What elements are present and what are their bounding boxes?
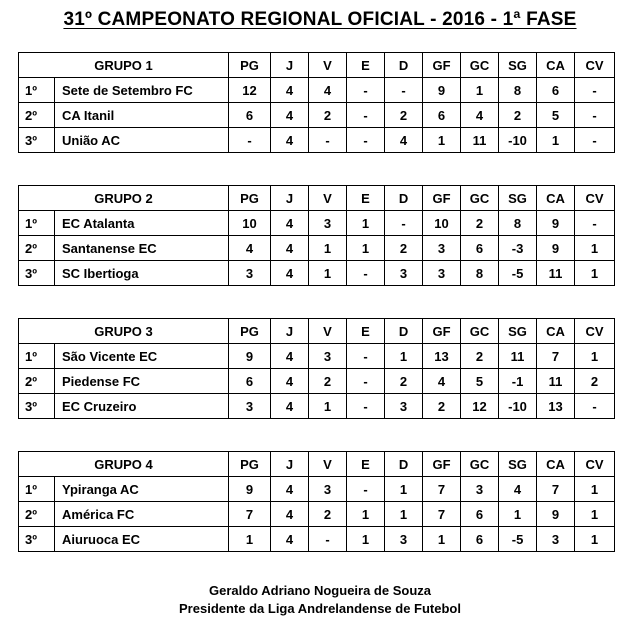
group-name: GRUPO 4 bbox=[19, 452, 229, 477]
page-title bbox=[0, 9, 640, 31]
column-header: SG bbox=[499, 452, 537, 477]
stat-cell: 2 bbox=[385, 369, 423, 394]
column-header: PG bbox=[229, 452, 271, 477]
stat-cell: 4 bbox=[309, 78, 347, 103]
stat-cell: 1 bbox=[575, 502, 615, 527]
column-header: CV bbox=[575, 452, 615, 477]
column-header: GF bbox=[423, 186, 461, 211]
stat-cell: 2 bbox=[309, 369, 347, 394]
stat-cell: 7 bbox=[537, 344, 575, 369]
signature-name: Geraldo Adriano Nogueira de Souza bbox=[209, 583, 431, 598]
table-row bbox=[19, 128, 615, 153]
stat-cell: 1 bbox=[309, 236, 347, 261]
stat-cell: 12 bbox=[229, 78, 271, 103]
stat-cell: 9 bbox=[423, 78, 461, 103]
team-name-cell: Santanense EC bbox=[55, 236, 229, 261]
stat-cell: - bbox=[347, 128, 385, 153]
stat-cell: -5 bbox=[499, 527, 537, 552]
stat-cell: - bbox=[347, 261, 385, 286]
team-name-cell: Piedense FC bbox=[55, 369, 229, 394]
position-cell: 3º bbox=[19, 261, 55, 286]
standings-table bbox=[18, 451, 615, 552]
stat-cell: 3 bbox=[385, 261, 423, 286]
position-cell: 1º bbox=[19, 344, 55, 369]
stat-cell: 7 bbox=[537, 477, 575, 502]
column-header: E bbox=[347, 452, 385, 477]
stat-cell: 2 bbox=[309, 103, 347, 128]
position-cell: 1º bbox=[19, 477, 55, 502]
column-header: J bbox=[271, 53, 309, 78]
stat-cell: 4 bbox=[271, 78, 309, 103]
stat-cell: 9 bbox=[229, 344, 271, 369]
stat-cell: 4 bbox=[271, 128, 309, 153]
stat-cell: 3 bbox=[385, 394, 423, 419]
stat-cell: - bbox=[347, 78, 385, 103]
standings-table bbox=[18, 318, 615, 419]
stat-cell: - bbox=[347, 369, 385, 394]
column-header: GF bbox=[423, 319, 461, 344]
stat-cell: 1 bbox=[575, 261, 615, 286]
stat-cell: 3 bbox=[461, 477, 499, 502]
stat-cell: 1 bbox=[575, 477, 615, 502]
column-header: J bbox=[271, 186, 309, 211]
stat-cell: 4 bbox=[271, 527, 309, 552]
stat-cell: 1 bbox=[537, 128, 575, 153]
stat-cell: 3 bbox=[423, 236, 461, 261]
standings-table bbox=[18, 52, 615, 153]
table-row bbox=[19, 103, 615, 128]
stat-cell: 11 bbox=[537, 261, 575, 286]
stat-cell: 8 bbox=[499, 78, 537, 103]
stat-cell: 5 bbox=[537, 103, 575, 128]
stat-cell: 4 bbox=[229, 236, 271, 261]
stat-cell: 1 bbox=[423, 128, 461, 153]
stat-cell: 5 bbox=[461, 369, 499, 394]
stat-cell: 6 bbox=[461, 236, 499, 261]
stat-cell: 3 bbox=[229, 261, 271, 286]
team-name-cell: EC Atalanta bbox=[55, 211, 229, 236]
stat-cell: 1 bbox=[575, 344, 615, 369]
table-header-row bbox=[19, 186, 615, 211]
position-cell: 3º bbox=[19, 527, 55, 552]
stat-cell: - bbox=[575, 103, 615, 128]
stat-cell: 4 bbox=[423, 369, 461, 394]
column-header: CV bbox=[575, 319, 615, 344]
table-row bbox=[19, 344, 615, 369]
stat-cell: 11 bbox=[461, 128, 499, 153]
column-header: E bbox=[347, 53, 385, 78]
stat-cell: 4 bbox=[271, 394, 309, 419]
stat-cell: 1 bbox=[347, 211, 385, 236]
stat-cell: -10 bbox=[499, 128, 537, 153]
stat-cell: 4 bbox=[461, 103, 499, 128]
team-name-cell: Sete de Setembro FC bbox=[55, 78, 229, 103]
position-cell: 1º bbox=[19, 78, 55, 103]
column-header: GC bbox=[461, 186, 499, 211]
stat-cell: 4 bbox=[271, 236, 309, 261]
stat-cell: 4 bbox=[271, 369, 309, 394]
stat-cell: 1 bbox=[347, 236, 385, 261]
group-name: GRUPO 2 bbox=[19, 186, 229, 211]
stat-cell: 13 bbox=[423, 344, 461, 369]
team-name-cell: EC Cruzeiro bbox=[55, 394, 229, 419]
stat-cell: - bbox=[229, 128, 271, 153]
team-name-cell: SC Ibertioga bbox=[55, 261, 229, 286]
column-header: V bbox=[309, 186, 347, 211]
stat-cell: 3 bbox=[309, 211, 347, 236]
column-header: CA bbox=[537, 53, 575, 78]
stat-cell: 4 bbox=[271, 261, 309, 286]
column-header: D bbox=[385, 53, 423, 78]
stat-cell: 2 bbox=[385, 103, 423, 128]
table-row bbox=[19, 261, 615, 286]
stat-cell: - bbox=[575, 78, 615, 103]
stat-cell: - bbox=[575, 211, 615, 236]
stat-cell: 1 bbox=[461, 78, 499, 103]
standings-table bbox=[18, 185, 615, 286]
stat-cell: -10 bbox=[499, 394, 537, 419]
column-header: V bbox=[309, 319, 347, 344]
stat-cell: 9 bbox=[537, 502, 575, 527]
stat-cell: 1 bbox=[575, 236, 615, 261]
team-name-cell: União AC bbox=[55, 128, 229, 153]
stat-cell: 4 bbox=[385, 128, 423, 153]
column-header: CV bbox=[575, 53, 615, 78]
stat-cell: 6 bbox=[537, 78, 575, 103]
table-row bbox=[19, 78, 615, 103]
column-header: D bbox=[385, 319, 423, 344]
stat-cell: 4 bbox=[499, 477, 537, 502]
stat-cell: 3 bbox=[385, 527, 423, 552]
stat-cell: 9 bbox=[229, 477, 271, 502]
position-cell: 1º bbox=[19, 211, 55, 236]
column-header: D bbox=[385, 186, 423, 211]
group-table-1 bbox=[18, 52, 615, 153]
stat-cell: - bbox=[347, 477, 385, 502]
group-table-3 bbox=[18, 318, 615, 419]
column-header: V bbox=[309, 53, 347, 78]
position-cell: 2º bbox=[19, 103, 55, 128]
column-header: J bbox=[271, 319, 309, 344]
stat-cell: 3 bbox=[537, 527, 575, 552]
stat-cell: 6 bbox=[423, 103, 461, 128]
stat-cell: 4 bbox=[271, 502, 309, 527]
stat-cell: 1 bbox=[575, 527, 615, 552]
stat-cell: 8 bbox=[499, 211, 537, 236]
stat-cell: 3 bbox=[309, 477, 347, 502]
column-header: GF bbox=[423, 53, 461, 78]
position-cell: 3º bbox=[19, 128, 55, 153]
group-name: GRUPO 1 bbox=[19, 53, 229, 78]
position-cell: 3º bbox=[19, 394, 55, 419]
stat-cell: 7 bbox=[423, 477, 461, 502]
stat-cell: 1 bbox=[347, 527, 385, 552]
stat-cell: 6 bbox=[229, 103, 271, 128]
column-header: SG bbox=[499, 186, 537, 211]
column-header: GF bbox=[423, 452, 461, 477]
table-row bbox=[19, 477, 615, 502]
column-header: CA bbox=[537, 452, 575, 477]
stat-cell: 2 bbox=[461, 344, 499, 369]
table-row bbox=[19, 211, 615, 236]
stat-cell: 1 bbox=[385, 502, 423, 527]
column-header: PG bbox=[229, 186, 271, 211]
column-header: PG bbox=[229, 319, 271, 344]
stat-cell: 6 bbox=[461, 527, 499, 552]
stat-cell: 1 bbox=[499, 502, 537, 527]
group-name: GRUPO 3 bbox=[19, 319, 229, 344]
stat-cell: - bbox=[347, 394, 385, 419]
team-name-cell: Aiuruoca EC bbox=[55, 527, 229, 552]
column-header: D bbox=[385, 452, 423, 477]
stat-cell: 9 bbox=[537, 211, 575, 236]
stat-cell: 7 bbox=[423, 502, 461, 527]
stat-cell: 1 bbox=[229, 527, 271, 552]
signature-role: Presidente da Liga Andrelandense de Futebol bbox=[179, 601, 461, 616]
stat-cell: 10 bbox=[229, 211, 271, 236]
stat-cell: 3 bbox=[309, 344, 347, 369]
stat-cell: - bbox=[347, 344, 385, 369]
stat-cell: 3 bbox=[423, 261, 461, 286]
stat-cell: 1 bbox=[385, 344, 423, 369]
table-row bbox=[19, 369, 615, 394]
stat-cell: 13 bbox=[537, 394, 575, 419]
column-header: GC bbox=[461, 452, 499, 477]
table-header-row bbox=[19, 319, 615, 344]
stat-cell: 2 bbox=[309, 502, 347, 527]
stat-cell: -3 bbox=[499, 236, 537, 261]
stat-cell: - bbox=[385, 78, 423, 103]
column-header: PG bbox=[229, 53, 271, 78]
team-name-cell: CA Itanil bbox=[55, 103, 229, 128]
stat-cell: 1 bbox=[347, 502, 385, 527]
stat-cell: 4 bbox=[271, 103, 309, 128]
table-row bbox=[19, 502, 615, 527]
table-row bbox=[19, 527, 615, 552]
team-name-cell: São Vicente EC bbox=[55, 344, 229, 369]
stat-cell: 2 bbox=[575, 369, 615, 394]
team-name-cell: Ypiranga AC bbox=[55, 477, 229, 502]
column-header: SG bbox=[499, 319, 537, 344]
column-header: GC bbox=[461, 319, 499, 344]
position-cell: 2º bbox=[19, 369, 55, 394]
stat-cell: 2 bbox=[461, 211, 499, 236]
stat-cell: 1 bbox=[309, 261, 347, 286]
stat-cell: 8 bbox=[461, 261, 499, 286]
stat-cell: - bbox=[309, 527, 347, 552]
stat-cell: 2 bbox=[385, 236, 423, 261]
team-name-cell: América FC bbox=[55, 502, 229, 527]
group-table-4 bbox=[18, 451, 615, 552]
stat-cell: 10 bbox=[423, 211, 461, 236]
column-header: E bbox=[347, 319, 385, 344]
column-header: CA bbox=[537, 319, 575, 344]
stat-cell: 4 bbox=[271, 477, 309, 502]
position-cell: 2º bbox=[19, 236, 55, 261]
group-table-2 bbox=[18, 185, 615, 286]
stat-cell: - bbox=[347, 103, 385, 128]
column-header: E bbox=[347, 186, 385, 211]
stat-cell: 1 bbox=[385, 477, 423, 502]
position-cell: 2º bbox=[19, 502, 55, 527]
table-header-row bbox=[19, 452, 615, 477]
column-header: V bbox=[309, 452, 347, 477]
stat-cell: 7 bbox=[229, 502, 271, 527]
stat-cell: 4 bbox=[271, 211, 309, 236]
column-header: CV bbox=[575, 186, 615, 211]
title-text: 31º CAMPEONATO REGIONAL OFICIAL - 2016 - 1ª FASE bbox=[63, 9, 577, 30]
column-header: GC bbox=[461, 53, 499, 78]
stat-cell: 2 bbox=[499, 103, 537, 128]
stat-cell: 6 bbox=[229, 369, 271, 394]
stat-cell: - bbox=[575, 394, 615, 419]
stat-cell: - bbox=[385, 211, 423, 236]
stat-cell: 12 bbox=[461, 394, 499, 419]
table-row bbox=[19, 236, 615, 261]
column-header: SG bbox=[499, 53, 537, 78]
stat-cell: 4 bbox=[271, 344, 309, 369]
stat-cell: -5 bbox=[499, 261, 537, 286]
stat-cell: - bbox=[309, 128, 347, 153]
stat-cell: 2 bbox=[423, 394, 461, 419]
stat-cell: 11 bbox=[537, 369, 575, 394]
stat-cell: 3 bbox=[229, 394, 271, 419]
table-row bbox=[19, 394, 615, 419]
stat-cell: 1 bbox=[423, 527, 461, 552]
column-header: J bbox=[271, 452, 309, 477]
stat-cell: -1 bbox=[499, 369, 537, 394]
column-header: CA bbox=[537, 186, 575, 211]
stat-cell: 9 bbox=[537, 236, 575, 261]
stat-cell: 6 bbox=[461, 502, 499, 527]
table-header-row bbox=[19, 53, 615, 78]
stat-cell: - bbox=[575, 128, 615, 153]
stat-cell: 1 bbox=[309, 394, 347, 419]
stat-cell: 11 bbox=[499, 344, 537, 369]
